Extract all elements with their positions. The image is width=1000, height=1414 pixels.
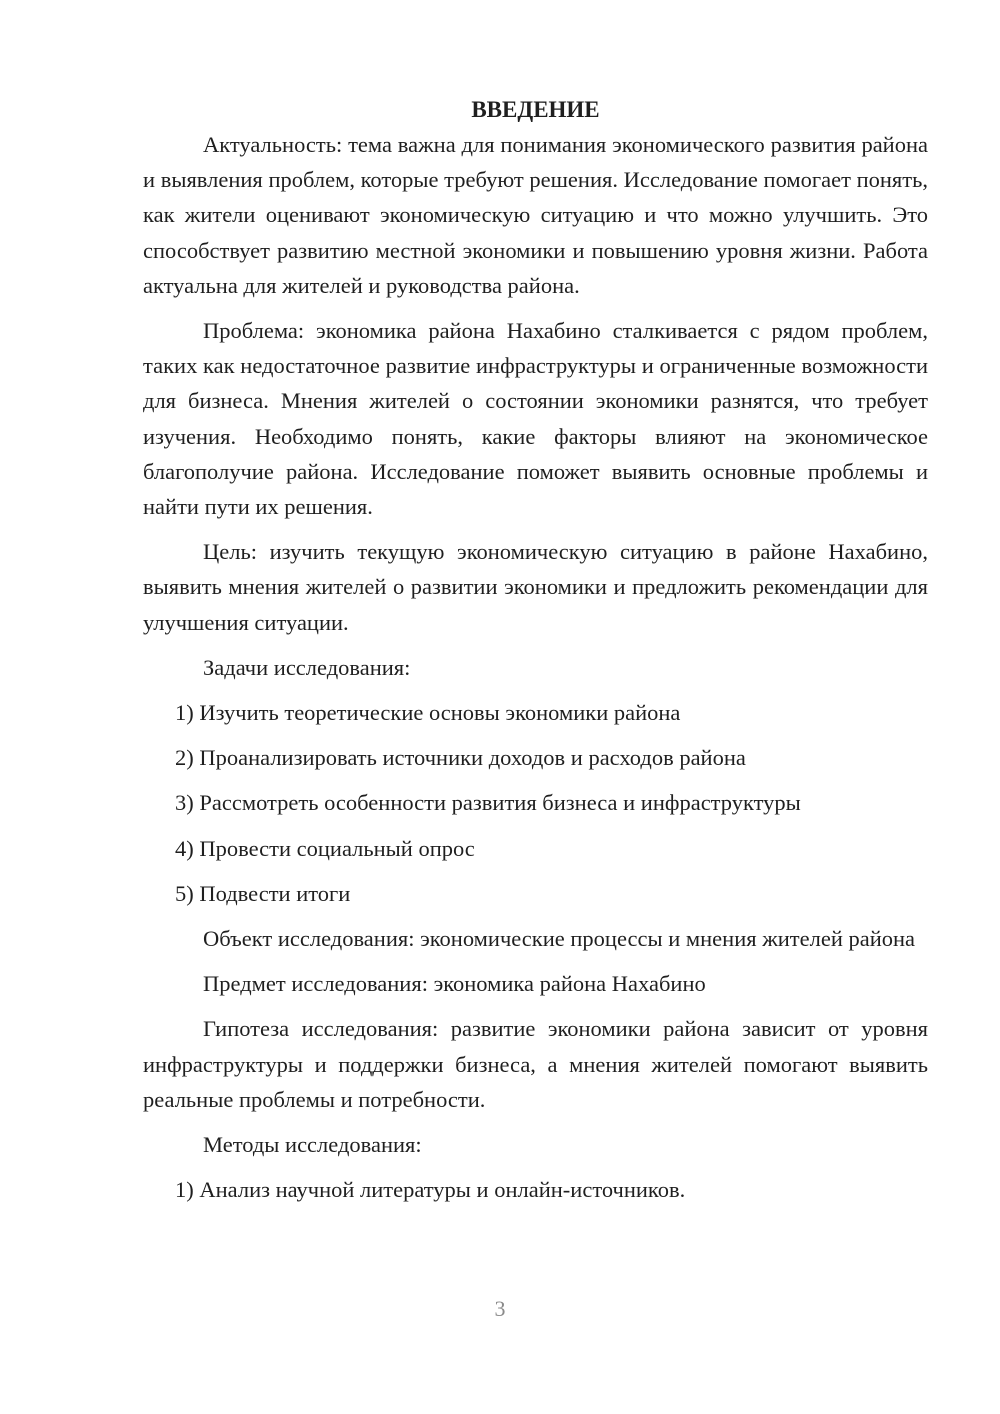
methods-title: Методы исследования: — [203, 1132, 422, 1158]
problem-paragraph: Проблема: экономика района Нахабино сталкивается с рядом проблем, таких как недостаточное развитие инфраструктуры и ограниченные возможности для бизнеса. Мнения жителей о состоянии экономики разнятся, что требует изучения. Необходимо понять, какие факторы влияют на экономическое благополучие района. Исследование поможет выявить основные проблемы и найти пути их решения. — [143, 318, 928, 520]
object-paragraph: Объект исследования: экономические процессы и мнения жителей района — [203, 926, 916, 952]
task-item: 4) Провести социальный опрос — [175, 835, 475, 861]
subject-paragraph: Предмет исследования: экономика района Нахабино — [203, 971, 706, 997]
page-title: ВВЕДЕНИЕ — [471, 97, 600, 122]
page-number: 3 — [494, 1296, 506, 1321]
task-item: 3) Рассмотреть особенности развития бизнеса и инфраструктуры — [175, 790, 801, 816]
task-item: 5) Подвести итоги — [175, 880, 351, 906]
document-page — [143, 92, 928, 1207]
relevance-paragraph: Актуальность: тема важна для понимания экономического развития района и выявления проблем, которые требуют решения. Исследование помогает понять, как жители оценивают экономическую ситуацию и что можно улучшить. Это способствует развитию местной экономики и повышению уровня жизни. Работа актуальна для жителей и руководства района. — [143, 132, 928, 298]
hypothesis-paragraph: Гипотеза исследования: развитие экономики района зависит от уровня инфраструктуры и поддержки бизнеса, а мнения жителей помогают выявить реальные проблемы и потребности. — [143, 1016, 928, 1112]
goal-paragraph: Цель: изучить текущую экономическую ситуацию в районе Нахабино, выявить мнения жителей о развитии экономики и предложить рекомендации для улучшения ситуации. — [143, 539, 928, 635]
task-item: 2) Проанализировать источники доходов и расходов района — [175, 745, 746, 771]
task-item: 1) Изучить теоретические основы экономики района — [175, 700, 681, 726]
method-item: 1) Анализ научной литературы и онлайн-источников. — [175, 1177, 686, 1203]
tasks-title: Задачи исследования: — [203, 654, 411, 680]
